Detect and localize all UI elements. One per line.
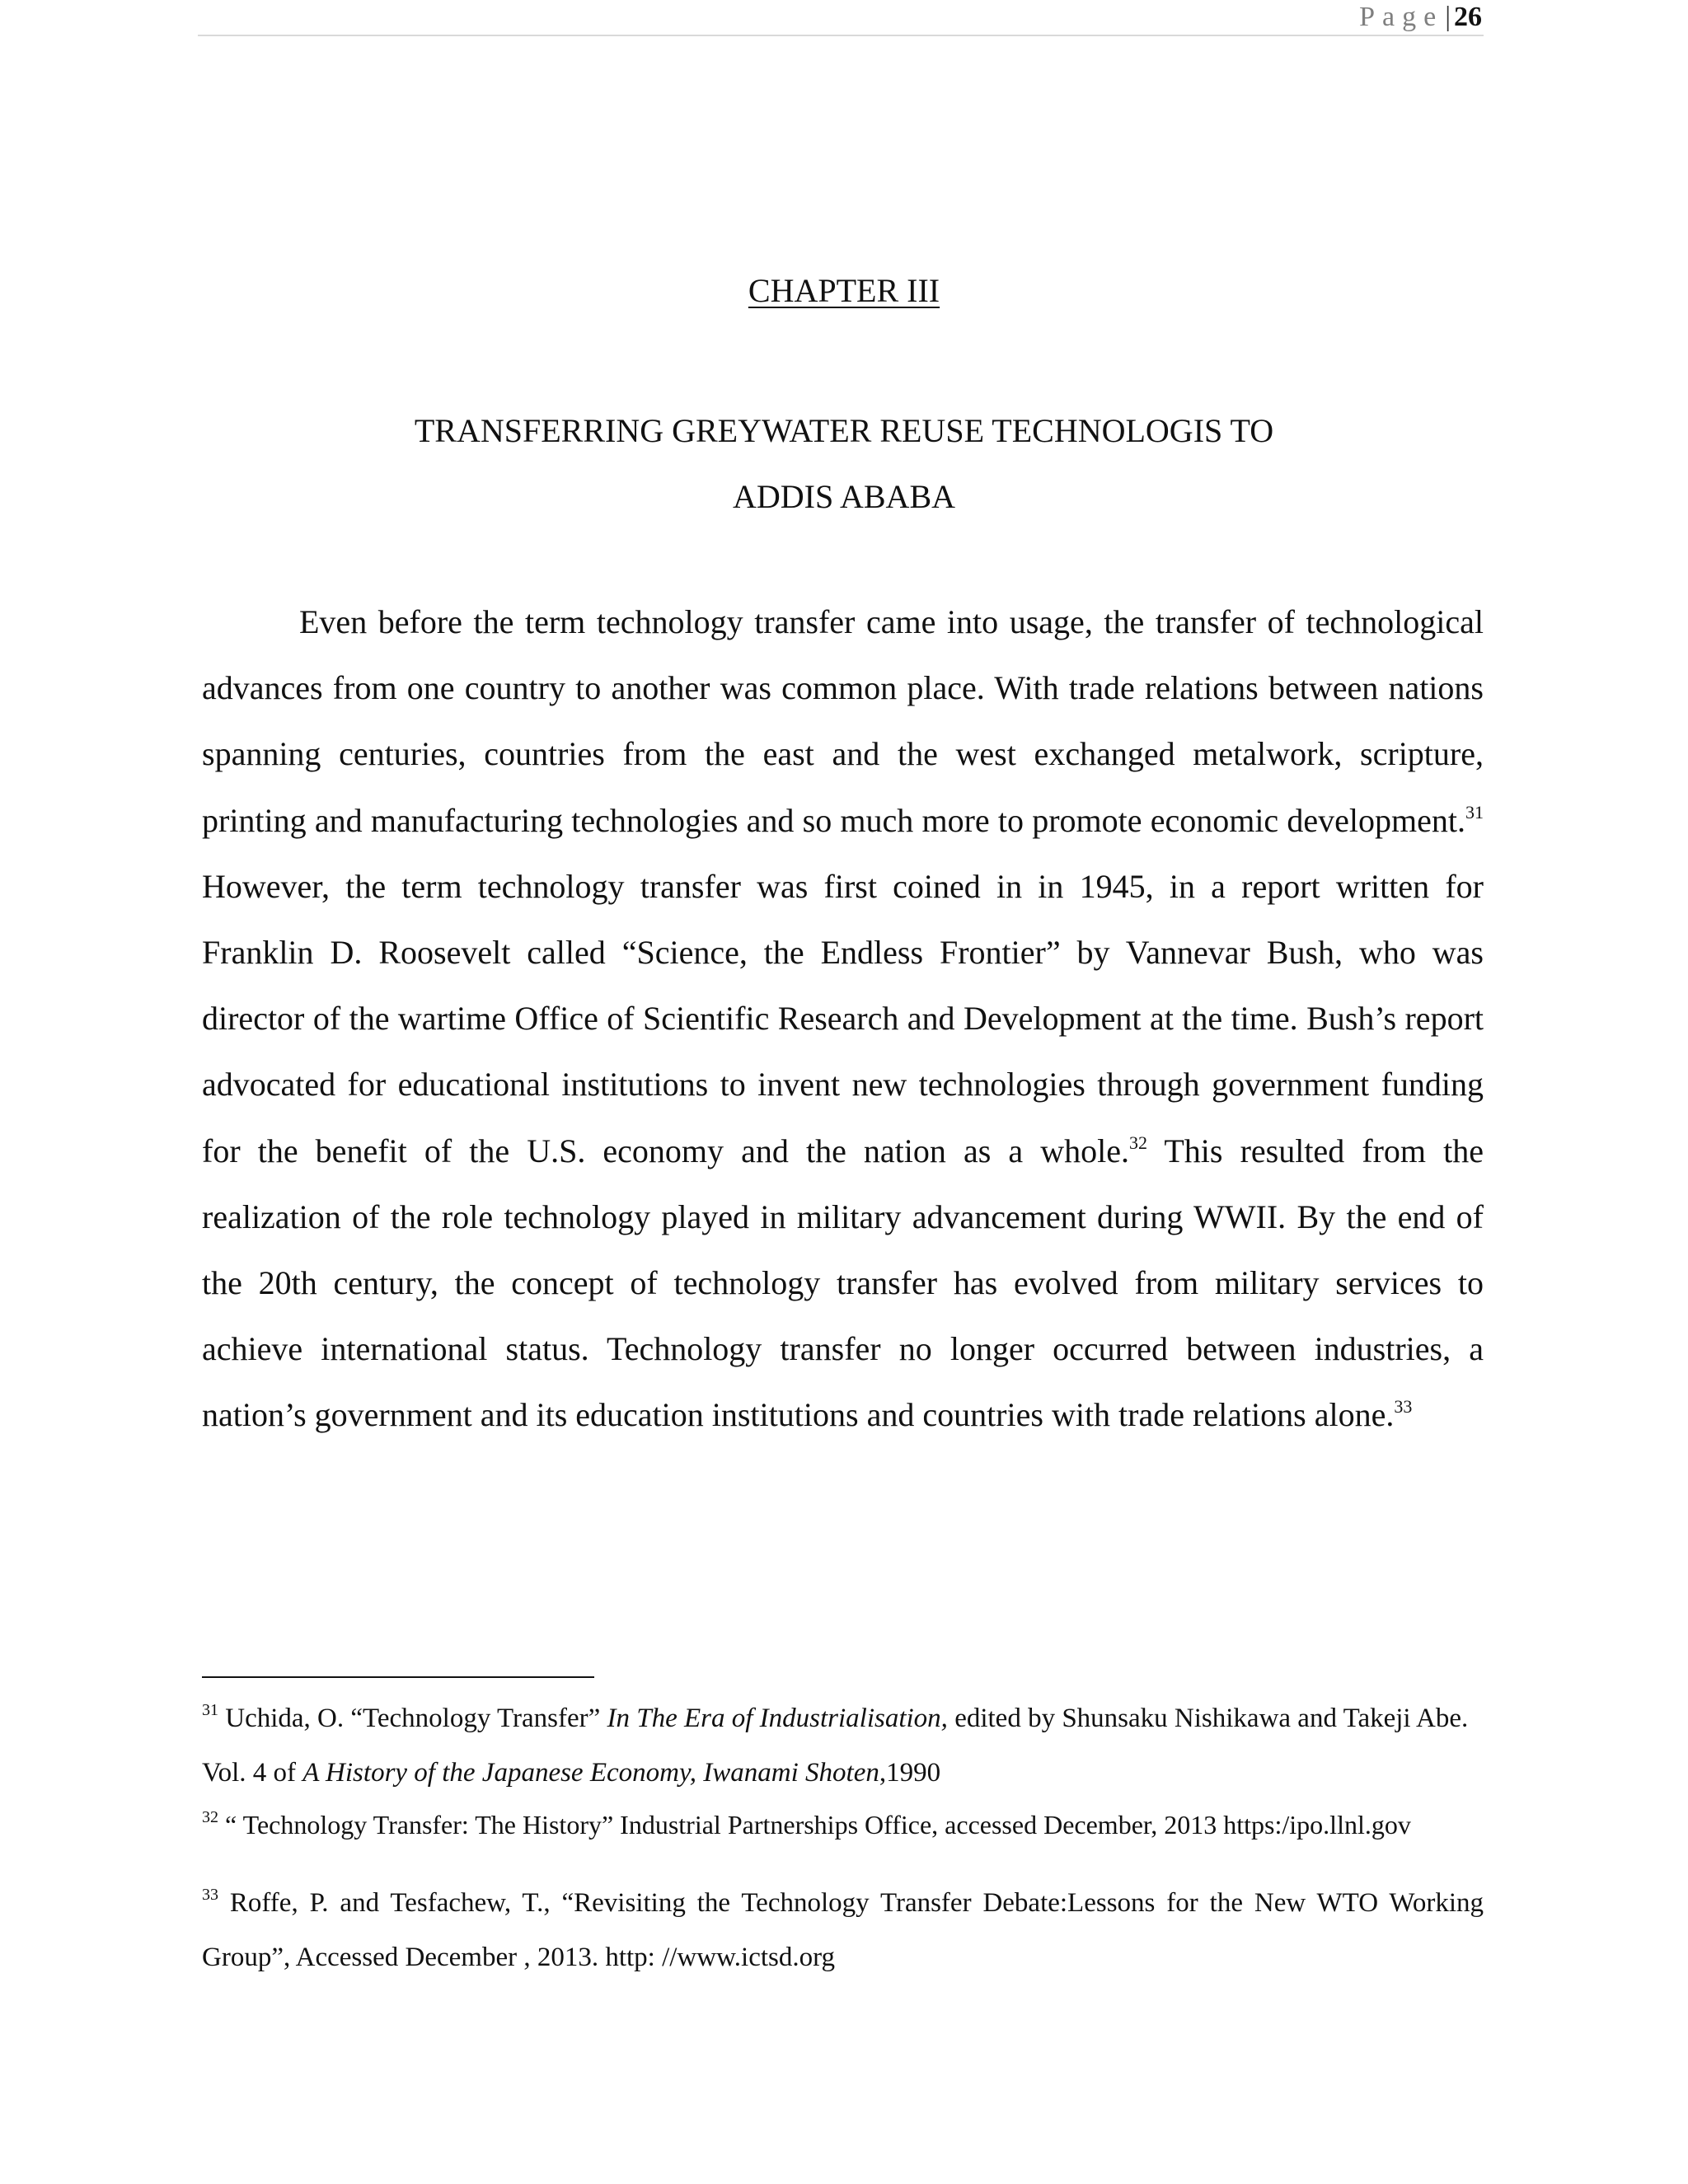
footnote-text: ,1990 xyxy=(879,1758,941,1788)
footnote-separator xyxy=(202,1676,594,1678)
footnote-italic-title: In The Era of Industrialisation, xyxy=(607,1704,948,1733)
footnote-text: edited by Shunsaku Nishikawa and Takeji Abe. Vol. 4 of xyxy=(202,1704,1469,1788)
chapter-title-line-2: ADDIS ABABA xyxy=(732,478,956,515)
footnote-ref-31[interactable]: 31 xyxy=(1465,801,1484,823)
chapter-title xyxy=(0,398,1688,530)
page-word: Page xyxy=(1359,2,1444,32)
body-text-part-3: This resulted from the realization of the role technology played in military advancement during WWII. By the end of the 20th century, the concept of technology transfer has evolved from military services to achieve international status. Technology transfer no longer occurred between industries, a nation’s government and its education institutions and countries with trade relations alone. xyxy=(202,1132,1484,1434)
footnote-text: Uchida, O. “Technology Transfer” xyxy=(218,1704,607,1733)
footnote-italic-title: A History of the Japanese Economy, Iwanami Shoten xyxy=(302,1758,879,1788)
chapter-label xyxy=(0,269,1688,313)
chapter-label-text: CHAPTER III xyxy=(748,272,940,309)
page-number-label xyxy=(1359,0,1482,35)
footnote-number: 32 xyxy=(202,1808,218,1826)
footnote-31 xyxy=(202,1691,1484,1800)
footnote-text: Roffe, P. and Tesfachew, T., “Revisiting the Technology Transfer Debate:Lessons for the New WTO Working Group”, Accessed December , 2013. http: //www.ictsd.org xyxy=(202,1888,1484,1972)
footnote-32 xyxy=(202,1800,1484,1849)
body-text-part-1: Even before the term technology transfer came into usage, the transfer of technological advances from one country to another was common place. With trade relations between nations spanning centuries, countries from the east and the west exchanged metalwork, scripture, printing and manufacturing technologies and so much more to promote economic development. xyxy=(202,603,1484,839)
body-text-part-2: However, the term technology transfer was first coined in in 1945, in a report written for Franklin D. Roosevelt called “Science, the Endless Frontier” by Vannevar Bush, who was director of the wartime Office of Scientific Research and Development at the time. Bush’s report advocated for educational institutions to invent new technologies through government funding for the benefit of the U.S. economy and the nation as a whole. xyxy=(202,867,1484,1169)
footnote-ref-33[interactable]: 33 xyxy=(1394,1396,1413,1418)
footnote-text: “ Technology Transfer: The History” Industrial Partnerships Office, accessed December, 2013 https:/ipo.llnl.gov xyxy=(218,1810,1411,1840)
footnotes xyxy=(202,1691,1484,1985)
page-number: 26 xyxy=(1454,2,1482,32)
page-separator: | xyxy=(1445,2,1451,32)
footnote-33 xyxy=(202,1876,1484,1985)
footnote-number: 31 xyxy=(202,1701,218,1719)
footnote-number: 33 xyxy=(202,1886,218,1904)
chapter-title-line-1: TRANSFERRING GREYWATER REUSE TECHNOLOGIS TO xyxy=(414,412,1274,449)
body-paragraph xyxy=(202,589,1484,1449)
page-header xyxy=(198,0,1484,36)
footnote-ref-32[interactable]: 32 xyxy=(1129,1132,1147,1153)
